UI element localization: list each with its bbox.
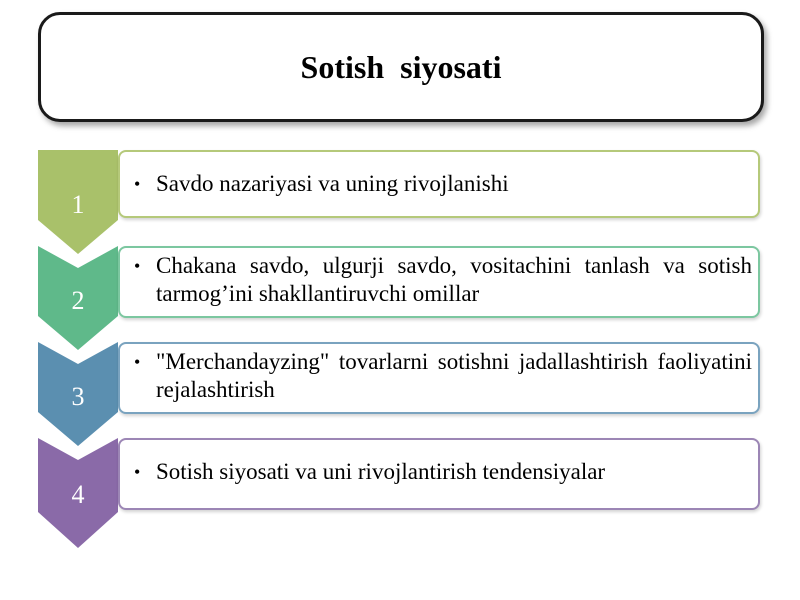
page-title: Sotish siyosati	[300, 48, 502, 85]
step-text-2: Chakana savdo, ulgurji savdo, vositachini tanlash va sotish tarmog’ini shakllantiruvchi omillar	[156, 253, 752, 306]
bullet-icon: •	[134, 174, 141, 194]
step-number-1: 1	[71, 190, 85, 219]
bullet-icon: •	[134, 352, 141, 372]
step-card-3	[118, 342, 760, 414]
step-4	[0, 438, 800, 558]
bullet-icon: •	[134, 462, 141, 482]
step-number-3: 3	[71, 382, 85, 411]
step-text-3: "Merchandayzing" tovarlarni sotishni jadallashtirish faoliyatini rejalashtirish	[156, 349, 752, 402]
bullet-icon: •	[134, 256, 141, 276]
step-text-1: Savdo nazariyasi va uning rivojlanishi	[156, 171, 509, 196]
step-card-4	[118, 438, 760, 510]
title-box	[38, 12, 764, 122]
step-number-4: 4	[71, 480, 85, 509]
step-card-1	[118, 150, 760, 218]
step-card-2	[118, 246, 760, 318]
step-text-4: Sotish siyosati va uni rivojlantirish tendensiyalar	[156, 459, 606, 484]
step-number-2: 2	[71, 286, 85, 315]
